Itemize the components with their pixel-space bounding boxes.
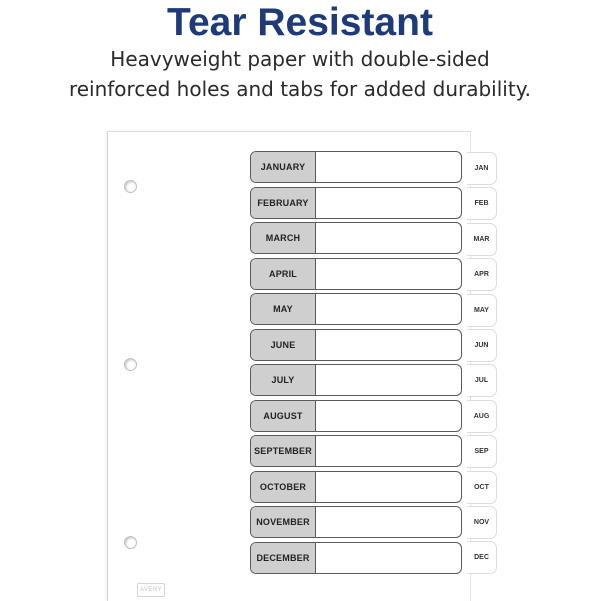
- month-label: FEBRUARY: [251, 188, 316, 218]
- month-tab: SEP: [467, 435, 497, 468]
- month-tab: NOV: [467, 506, 497, 539]
- write-in-area: [316, 223, 461, 253]
- write-in-area: [316, 365, 461, 395]
- punch-hole-top: [124, 180, 137, 193]
- subtitle-line-2: reinforced holes and tabs for added durability.: [68, 77, 532, 101]
- month-tab: OCT: [467, 471, 497, 504]
- month-label: JUNE: [251, 330, 316, 360]
- month-tab: FEB: [467, 187, 497, 220]
- punch-hole-middle: [124, 358, 137, 371]
- index-row: [250, 222, 462, 254]
- month-tab: JAN: [467, 152, 497, 185]
- month-tab: MAY: [467, 294, 497, 327]
- write-in-area: [316, 401, 461, 431]
- month-tab: APR: [467, 258, 497, 291]
- month-label: MARCH: [251, 223, 316, 253]
- month-tab: AUG: [467, 400, 497, 433]
- index-row: [250, 293, 462, 325]
- write-in-area: [316, 507, 461, 537]
- write-in-area: [316, 472, 461, 502]
- month-tab: JUL: [467, 364, 497, 397]
- month-label: AUGUST: [251, 401, 316, 431]
- index-row: [250, 471, 462, 503]
- punch-hole-bottom: [124, 536, 137, 549]
- page-title: Tear Resistant: [167, 1, 433, 44]
- index-row: [250, 364, 462, 396]
- tab-strip: [467, 152, 497, 582]
- month-label: SEPTEMBER: [251, 436, 316, 466]
- index-row: [250, 542, 462, 574]
- index-row: [250, 329, 462, 361]
- month-label: DECEMBER: [251, 543, 316, 573]
- month-label: MAY: [251, 294, 316, 324]
- write-in-area: [316, 152, 461, 182]
- write-in-area: [316, 543, 461, 573]
- write-in-area: [316, 330, 461, 360]
- index-row: [250, 400, 462, 432]
- index-row: [250, 187, 462, 219]
- write-in-area: [316, 259, 461, 289]
- subtitle-line-1: Heavyweight paper with double-sided: [110, 47, 490, 71]
- index-row: [250, 258, 462, 290]
- write-in-area: [316, 436, 461, 466]
- write-in-area: [316, 294, 461, 324]
- index-row: [250, 151, 462, 183]
- avery-logo: AVERY: [137, 583, 165, 597]
- write-in-area: [316, 188, 461, 218]
- month-label: JANUARY: [251, 152, 316, 182]
- month-tab: JUN: [467, 329, 497, 362]
- month-tab: MAR: [467, 223, 497, 256]
- month-tab: DEC: [467, 541, 497, 574]
- divider-sheet: [107, 131, 471, 601]
- index-row: [250, 435, 462, 467]
- index-row: [250, 506, 462, 538]
- month-label: APRIL: [251, 259, 316, 289]
- month-label: OCTOBER: [251, 472, 316, 502]
- month-label: NOVEMBER: [251, 507, 316, 537]
- month-label: JULY: [251, 365, 316, 395]
